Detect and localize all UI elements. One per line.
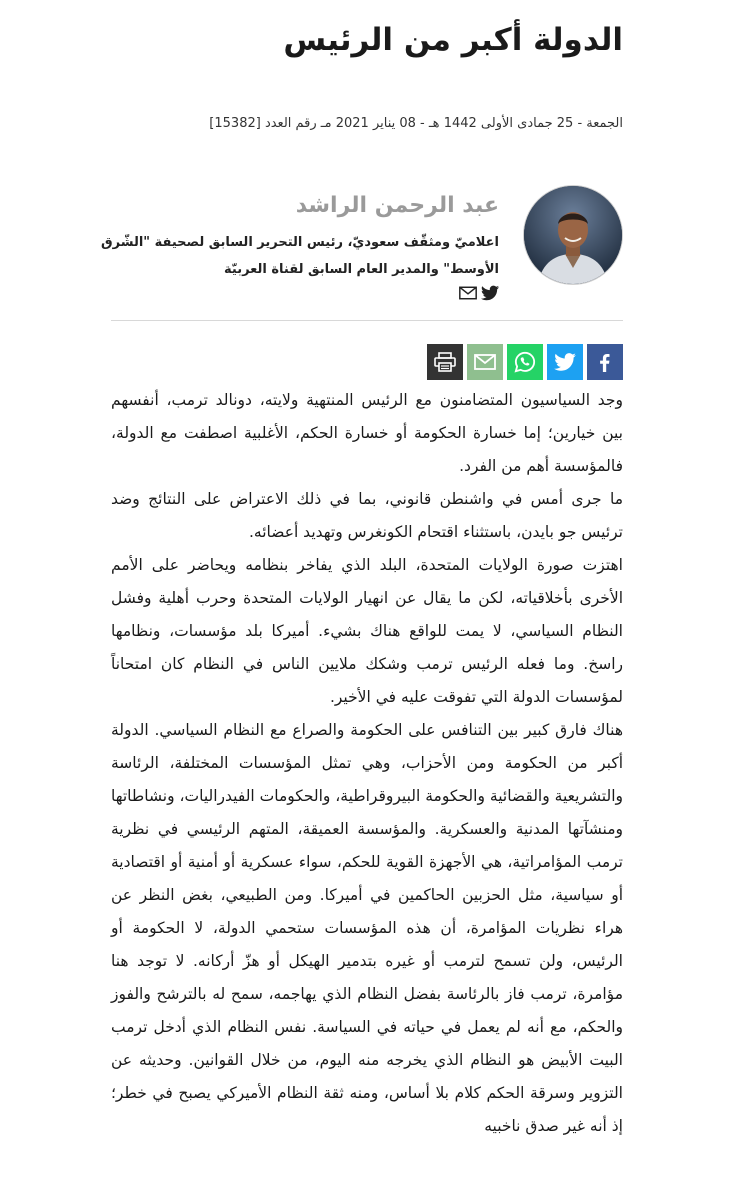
email-icon[interactable] (459, 285, 477, 301)
author-avatar[interactable] (523, 185, 623, 285)
whatsapp-icon (514, 351, 536, 373)
facebook-icon (595, 352, 615, 372)
share-email-button[interactable] (467, 344, 503, 380)
author-social-links (459, 285, 499, 301)
twitter-icon (554, 353, 576, 371)
share-facebook-button[interactable] (587, 344, 623, 380)
share-twitter-button[interactable] (547, 344, 583, 380)
article-dateline: الجمعة - 25 جمادى الأولى 1442 هـ - 08 يناير 2021 مـ رقم العدد [15382] (209, 116, 623, 131)
author-bio: اعلاميّ ومثقّف سعوديّ، رئيس التحرير السابق لصحيفة "الشّرق الأوسط" والمدير العام السابق لقناة العربيّة (101, 235, 499, 277)
twitter-icon[interactable] (481, 285, 499, 301)
author-photo (524, 186, 622, 284)
share-bar (427, 344, 623, 380)
print-icon (434, 352, 456, 372)
article-paragraph: اهتزت صورة الولايات المتحدة، البلد الذي يفاخر بنظامه ويحاضر على الأمم الأخرى بأخلاقياته، لكن ما يقال عن انهيار الولايات المتحدة وحرب أهلية وفشل النظام السياسي، لا يمت للواقع هناك بشيء. أميركا بلد مؤسسات، ونظامها راسخ. وما فعله الرئيس ترمب وشكك ملايين الناس في النظام كان امتحاناً لمؤسسات الدولة التي تفوقت عليه في الأخير. (111, 556, 623, 706)
share-print-button[interactable] (427, 344, 463, 380)
article-paragraph: ما جرى أمس في واشنطن قانوني، بما في ذلك الاعتراض على النتائج وضد ترئيس جو بايدن، باستثناء اقتحام الكونغرس وتهديد أعضائه. (111, 490, 623, 541)
article-title: الدولة أكبر من الرئيس (283, 22, 623, 58)
article-body (111, 384, 623, 1143)
article-paragraph: هناك فارق كبير بين التنافس على الحكومة والصراع مع النظام السياسي. الدولة أكبر من الحكومة ومن الأحزاب، وهي تمثل المؤسسات المختلفة، الرئاسة والتشريعية والقضائية والحكومة البيروقراطية، والحكومات الفيدراليات، ونشاطاتها ومنشآتها المدنية والعسكرية. والمؤسسة العميقة، المتهم الرئيسي في نظرية ترمب المؤامراتية، هي الأجهزة القوية للحكم، سواء عسكرية أو أمنية أو اقتصادية أو سياسية، مثل الحزبين الحاكمين في أميركا. ومن الطبيعي، بغض النظر عن هراء نظريات المؤامرة، أن هذه المؤسسات ستحمي الدولة، لا الحكومة أو الرئيس، ولن تسمح لترمب أو غيره بتدمير الهيكل أو هزّ أركانه. لا توجد هنا مؤامرة، ترمب فاز بالرئاسة بفضل النظام الذي يهاجمه، سمح له بالترشح والفوز والحكم، مع أنه لم يعمل في حياته في السياسة. نفس النظام الذي أدخل ترمب البيت الأبيض هو النظام الذي يخرجه منه اليوم، من خلال القوانين. وحديثه عن التزوير وسرقة الحكم كلام بلا أساس، ومنه ثقة النظام الأميركي يصبح في خطر؛ إذ أنه غير صدق ناخبيه (111, 721, 623, 1135)
email-icon (474, 353, 496, 371)
article-paragraph: وجد السياسيون المتضامنون مع الرئيس المنتهية ولايته، دونالد ترمب، أنفسهم بين خيارين؛ إما خسارة الحكومة أو خسارة الحكم، الأغلبية اصطفت مع الدولة، فالمؤسسة أهم من الفرد. (111, 391, 623, 475)
author-block (103, 185, 623, 305)
author-name[interactable]: عبد الرحمن الراشد (295, 193, 499, 218)
share-whatsapp-button[interactable] (507, 344, 543, 380)
header-divider (111, 320, 623, 321)
